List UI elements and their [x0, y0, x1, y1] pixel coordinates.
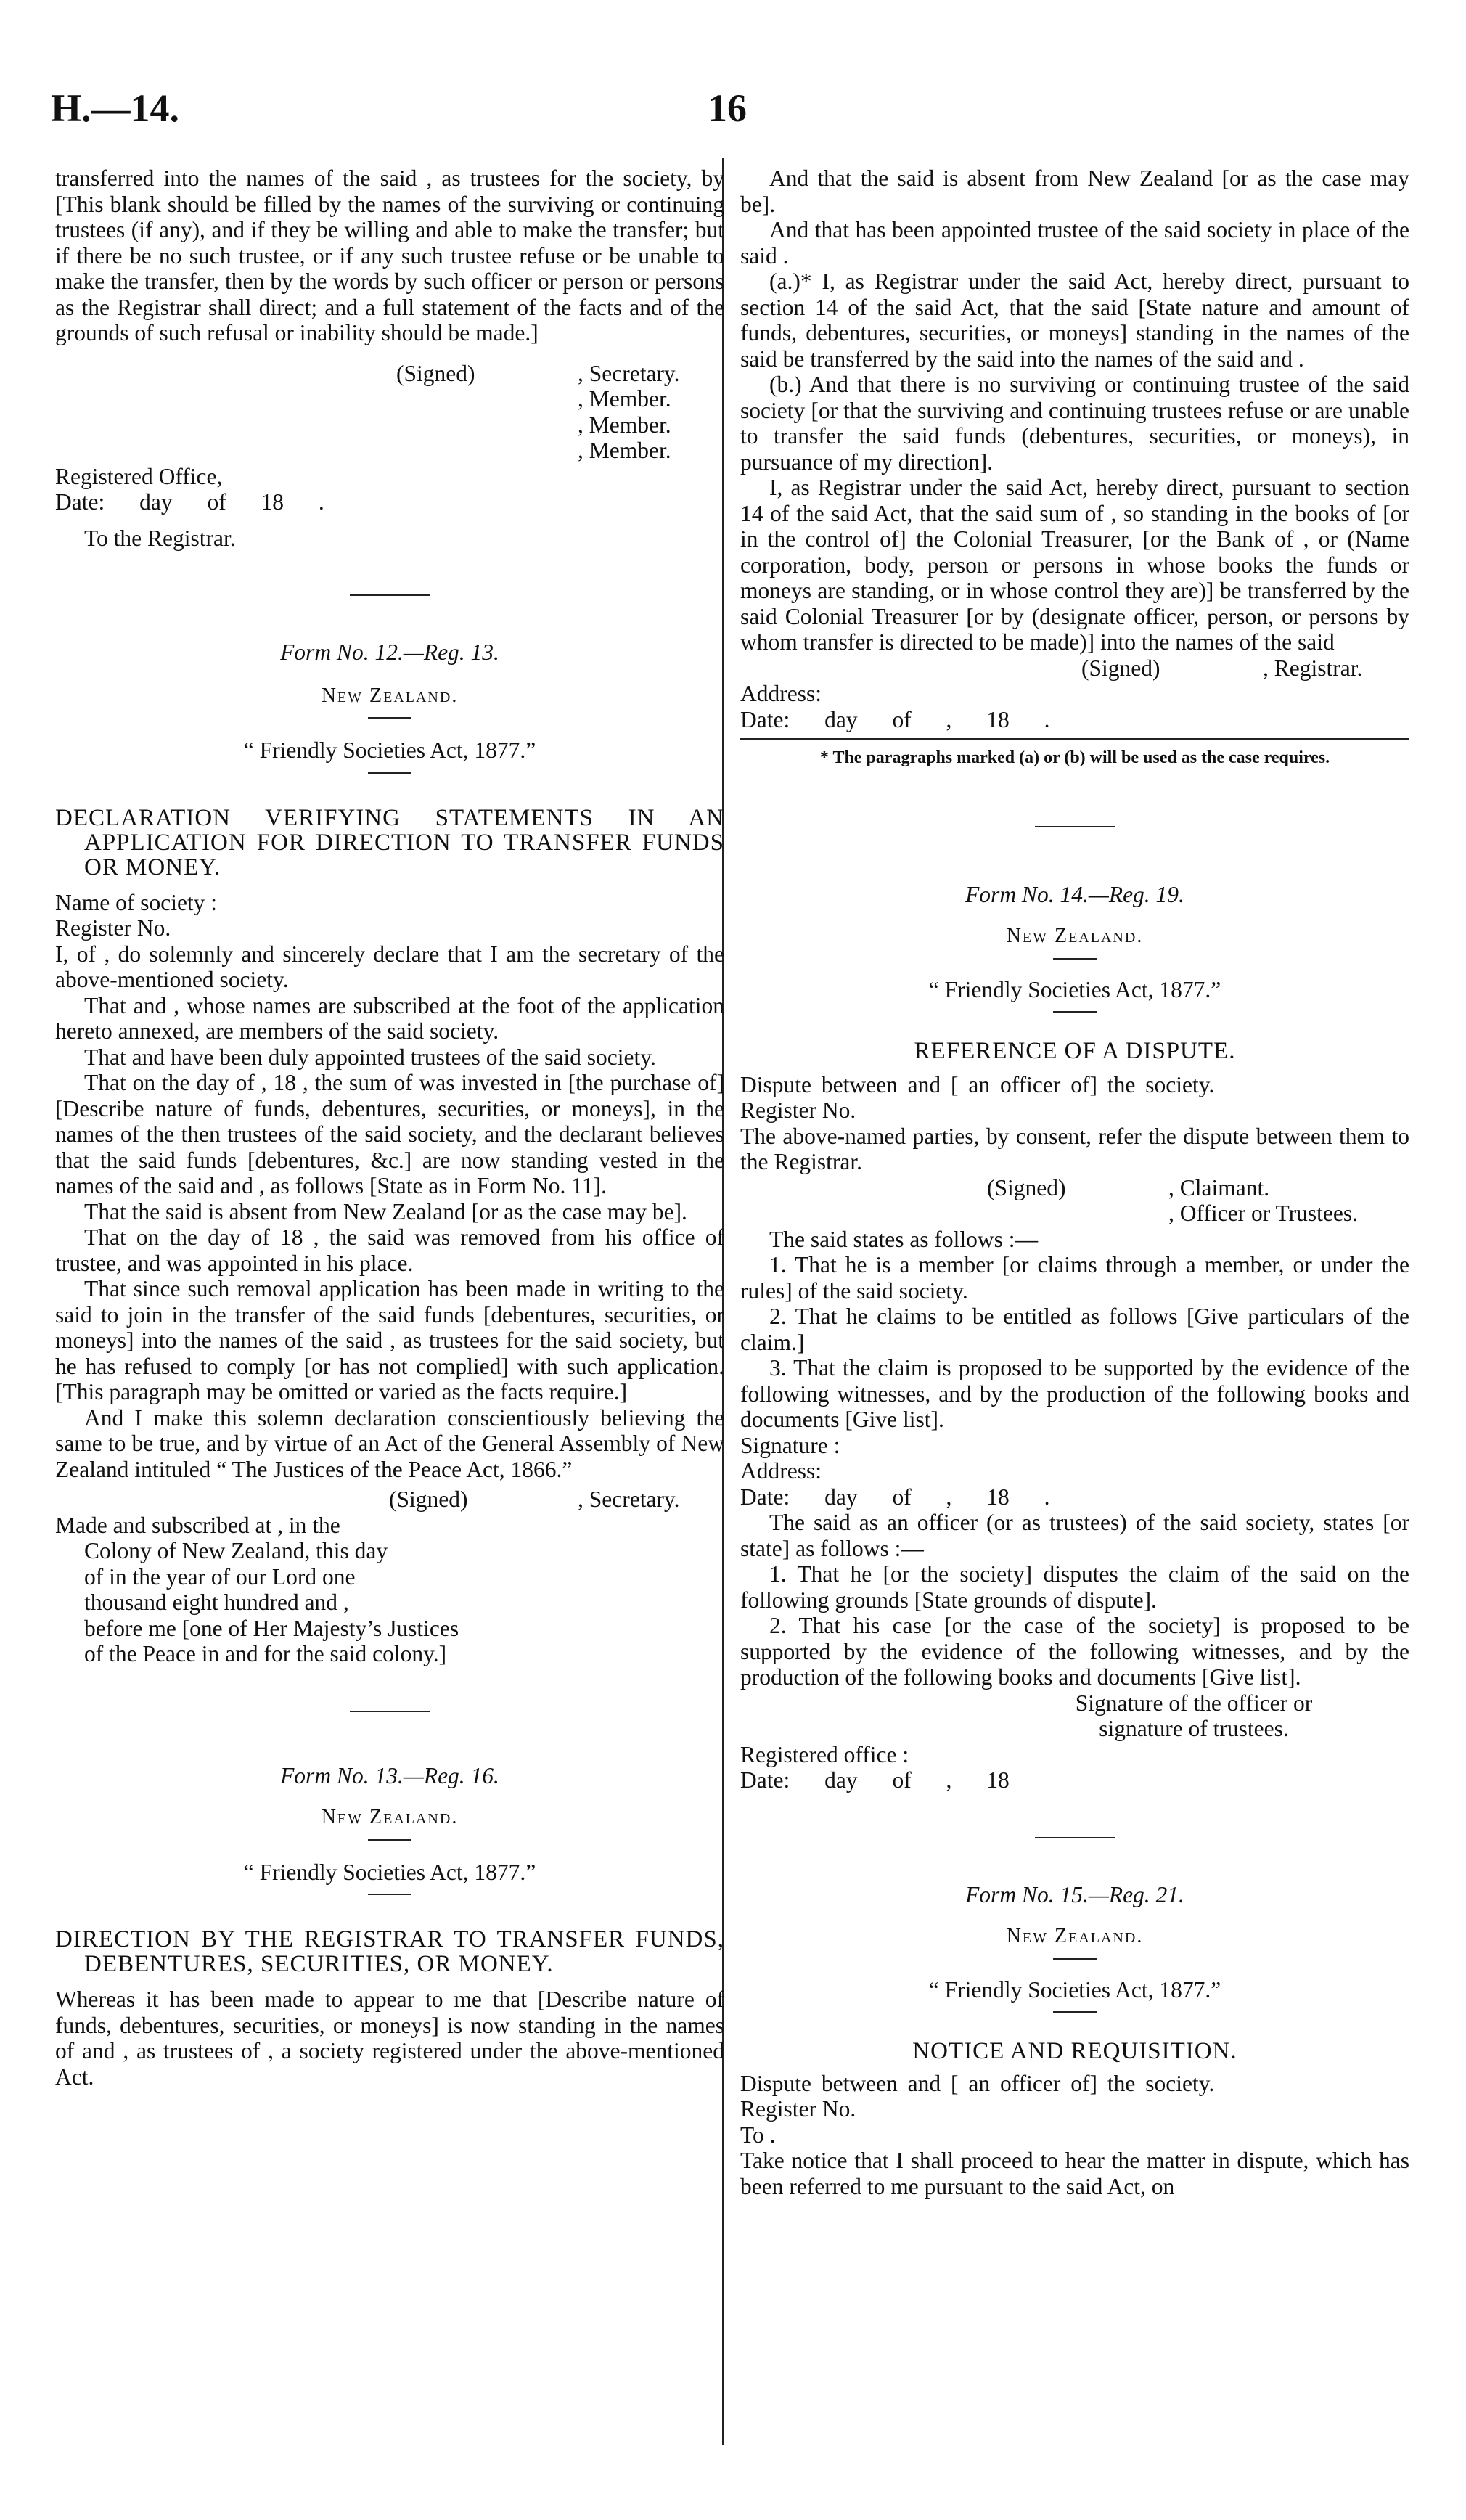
form-13-heading: DIRECTION BY THE REGISTRAR TO TRANSFER FUNDS, DEBENTURES, SECURITIES, OR MONEY. [55, 1926, 724, 1977]
dispute-line: Dispute between and [ an officer of] the society. [740, 1071, 1215, 1097]
date-line: Date: day of , 18 . [740, 1484, 1050, 1510]
form-15-title: Form No. 15.—Reg. 21. [965, 1881, 1184, 1907]
form-14-title: Form No. 14.—Reg. 19. [965, 881, 1184, 907]
declaration-paragraph: That the said is absent from New Zealand [or as the case may be]. [84, 1198, 687, 1224]
name-of-society: Name of society : [55, 889, 218, 915]
claim-item: 2. That he claims to be entitled as follows [Give particulars of the claim.] [740, 1304, 1409, 1355]
form-15-country: New Zealand. [1006, 1925, 1144, 1947]
date-line: Date: day of , 18 [740, 1767, 1010, 1793]
right-column [740, 165, 1409, 2199]
jurat-line: thousand eight hundred and , [84, 1590, 349, 1615]
intro-paragraph: transferred into the names of the said , as trustees for the society, by [This blank should be filled by the names of the surviving or continuing trustees (if any), and if they be willing and able to make the transfer; but if there be no such trustee, or if any such trustee refuse or be unable to make the transfer, then by the words by such officer or person or persons as the Registrar shall direct; and a full statement of the facts and of the grounds of such refusal or inability should be made.] [55, 165, 724, 345]
jurat [55, 1513, 520, 1667]
reply-item: 1. That he [or the society] disputes the claim of the said on the following grounds [State grounds of dispute]. [740, 1561, 1409, 1613]
address-label: Address: [740, 681, 822, 706]
register-no: Register No. [55, 915, 171, 941]
footnote-rule [740, 738, 1409, 740]
declaration-paragraph: That on the day of 18 , the said was removed from his office of trustee, and was appointed in his place. [55, 1224, 724, 1276]
direction-paragraph: And that the said is absent from New Zealand [or as the case may be]. [740, 165, 1409, 217]
direction-paragraph: I, as Registrar under the said Act, hereby direct, pursuant to section 14 of the said Act, that the said sum of , so standing in the books of [or in the control of] the Colonial Treasurer, [or the Bank of , or (Name corporation, body, person or persons in whose books the funds or moneys are standing, or in whose control they are)] be transferred by the said Colonial Treasurer [or by (designate officer, person, or persons by whom transfer is directed to be made)] into the names of the said [740, 475, 1409, 655]
jurat-line: Made and subscribed at , in the [55, 1512, 340, 1538]
register-no: Register No. [740, 2096, 856, 2122]
declaration-paragraph: That and have been duly appointed trustees of the said society. [84, 1044, 656, 1070]
left-column [55, 165, 724, 2090]
signature-label: Signature : [740, 1432, 840, 1458]
states-line: The said states as follows :— [769, 1226, 1039, 1252]
registered-office: Registered Office, [55, 463, 223, 489]
notice-paragraph: Take notice that I shall proceed to hear the matter in dispute, which has been referred to me pursuant to the said Act, on [740, 2148, 1409, 2199]
reply-item: 2. That his case [or the case of the society] is proposed to be supported by the evidence of the following witnesses, and by the production of the following books and documents [Give list]. [740, 1613, 1409, 1690]
document-reference: H.—14. [51, 86, 180, 130]
dispute-line: Dispute between and [ an officer of] the society. [740, 2070, 1215, 2096]
secretary-role: , Secretary. [578, 1486, 680, 1512]
member-role: , Member. [578, 412, 671, 438]
signature-block [55, 361, 724, 464]
officer-signature: Signature of the officer or signature of trustees. [1075, 1690, 1313, 1741]
member-role: , Member. [578, 386, 671, 412]
form-12-heading: DECLARATION VERIFYING STATEMENTS IN AN APPLICATION FOR DIRECTION TO TRANSFER FUNDS OR MONEY. [55, 804, 724, 880]
page-number: 16 [708, 86, 747, 130]
claim-item: 3. That the claim is proposed to be supported by the evidence of the following witnesses, and by the production of the following books and documents [Give list]. [740, 1355, 1409, 1432]
jurat-line: of the Peace in and for the said colony.] [84, 1641, 447, 1666]
secretary-role: , Secretary. [578, 360, 680, 386]
registered-office: Registered office : [740, 1741, 909, 1767]
jurat-line: Colony of New Zealand, this day [84, 1538, 388, 1563]
claimant-role: , Claimant. [1168, 1174, 1270, 1200]
date-line: Date: day of , 18 . [740, 706, 1050, 732]
reference-intro: The above-named parties, by consent, refer the dispute between them to the Registrar. [740, 1123, 1409, 1174]
form-12-act: “ Friendly Societies Act, 1877.” [243, 737, 536, 763]
form-14-act: “ Friendly Societies Act, 1877.” [928, 976, 1221, 1002]
direction-paragraph: (a.)* I, as Registrar under the said Act, hereby direct, pursuant to section 14 of the said Act, that the said [State nature and amount of funds, debentures, securities, or moneys] standing in the names of the said be transferred by the said into the names of the said and . [740, 269, 1409, 372]
signed-label: (Signed) [987, 1174, 1066, 1200]
jurat-line: before me [one of Her Majesty’s Justices [84, 1615, 459, 1641]
declaration-paragraph: That and , whose names are subscribed at the foot of the application hereto annexed, are members of the said society. [55, 992, 724, 1044]
declaration-paragraph: That on the day of , 18 , the sum of was invested in [the purchase of] [Describe nature of funds, debentures, securities, or moneys], in the names of the then trustees of the said society, and the declarant believes that the said funds [debentures, &c.] are now standing vested in the names of the said and , as follows [State as in Form No. 11]. [55, 1070, 724, 1198]
footnote: * The paragraphs marked (a) or (b) will be used as the case requires. [819, 748, 1330, 767]
register-no: Register No. [740, 1097, 856, 1123]
form-13-country: New Zealand. [321, 1806, 459, 1828]
officer-role: , Officer or Trustees. [1168, 1200, 1359, 1226]
declaration-paragraph: And I make this solemn declaration conscientiously believing the same to be true, and by virtue of an Act of the General Assembly of New Zealand intituled “ The Justices of the Peace Act, 1866.” [55, 1404, 724, 1482]
form-13-title: Form No. 13.—Reg. 16. [280, 1762, 499, 1788]
declaration-paragraph: That since such removal application has been made in writing to the said to join in the transfer of the said funds [debentures, securities, or moneys] into the names of the said , as trustees for the said society, but he has refused to comply [or has not complied] with such application. [This paragraph may be omitted or varied as the facts require.] [55, 1276, 724, 1404]
date-line: Date: day of 18 . [55, 489, 324, 515]
signed-label: (Signed) [396, 360, 475, 386]
registrar-role: , Registrar. [1263, 655, 1363, 681]
officer-statement: The said as an officer (or as trustees) of the said society, states [or state] as follows :— [740, 1510, 1409, 1561]
direction-paragraph: And that has been appointed trustee of the said society in place of the said . [740, 217, 1409, 269]
jurat-line: of in the year of our Lord one [84, 1563, 356, 1590]
direction-paragraph: (b.) And that there is no surviving or continuing trustee of the said society [or that the surviving and continuing trustees refuse or are unable to transfer the said funds (debentures, securities, or moneys), in pursuance of my direction]. [740, 372, 1409, 475]
signed-label: (Signed) [1081, 655, 1160, 681]
to-line: To . [740, 2122, 776, 2148]
form-13-act: “ Friendly Societies Act, 1877.” [243, 1859, 536, 1885]
whereas-paragraph: Whereas it has been made to appear to me that [Describe nature of funds, debentures, securities, or moneys] is now standing in the names of and , as trustees of , a society registered under the above-mentioned Act. [55, 1987, 724, 2090]
address-label: Address: [740, 1458, 822, 1484]
form-12-title: Form No. 12.—Reg. 13. [280, 639, 499, 665]
signed-label: (Signed) [389, 1486, 468, 1512]
member-role: , Member. [578, 438, 671, 463]
to-registrar: To the Registrar. [84, 525, 236, 551]
form-14-heading: REFERENCE OF A DISPUTE. [914, 1038, 1236, 1064]
claim-item: 1. That he is a member [or claims through a member, or under the rules] of the said society. [740, 1252, 1409, 1304]
form-15-act: “ Friendly Societies Act, 1877.” [928, 1976, 1221, 2002]
form-12-country: New Zealand. [321, 684, 459, 707]
form-15-heading: NOTICE AND REQUISITION. [912, 2038, 1237, 2064]
declaration-paragraph: I, of , do solemnly and sincerely declare that I am the secretary of the above-mentioned society. [55, 941, 724, 992]
form-14-country: New Zealand. [1006, 925, 1144, 947]
